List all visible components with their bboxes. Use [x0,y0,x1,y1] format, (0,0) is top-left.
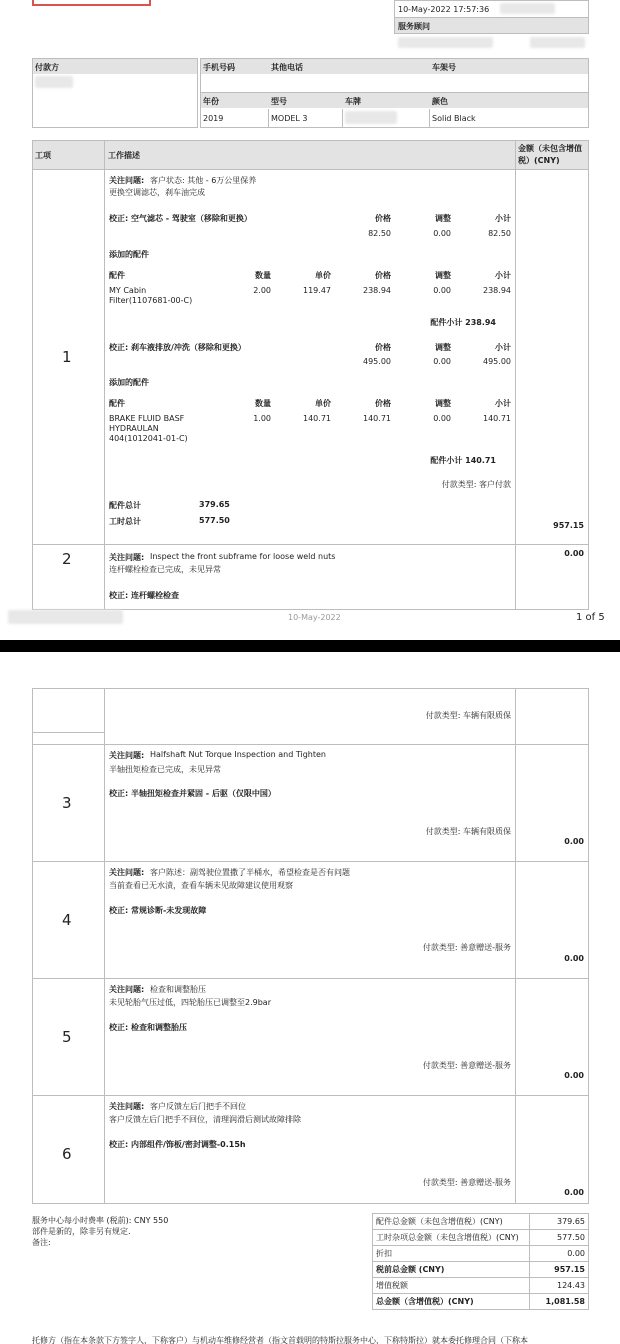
parts-total-value: 379.65 [199,500,230,509]
unit-price-label: 单价 [315,271,331,280]
part2-parts-subtotal: 配件小计 140.71 [430,456,496,465]
plate-label: 车牌 [345,97,361,106]
part2-name: BRAKE FLUID BASF [109,414,185,423]
redacted-block [8,610,123,624]
item-2-amount: 0.00 [564,549,584,558]
divider [268,109,269,128]
totals-row [373,1262,589,1278]
payment-type: 付款类型: 善意赠送-服务 [422,1178,511,1187]
phone-label: 手机号码 [203,63,235,72]
totals-value: 379.65 [530,1214,589,1230]
part1-name-cont: Filter(1107681-00-C) [109,296,193,305]
concern-text: 客户状态: 其他 - 6万公里保养 [150,176,257,185]
footer-date: 10-May-2022 [288,613,341,622]
advisor-label: 服务顾问 [398,22,430,31]
divider [515,688,516,1204]
corr1-adjust: 0.00 [433,229,451,238]
corr2-subtotal: 495.00 [483,357,511,366]
price-label: 价格 [375,271,391,280]
col-desc-label: 工作描述 [108,151,140,160]
concern-line2: 未见轮胎气压过低，四轮胎压已调整至2.9bar [109,998,271,1007]
corr1-subtotal: 82.50 [488,229,511,238]
concern-label: 关注问题: [109,176,145,185]
print-datetime: 10-May-2022 17:57:36 [398,5,490,14]
year-value: 2019 [203,114,224,123]
unit-price-label: 单价 [315,399,331,408]
concern-text: 客户陈述：副驾驶位置撒了半桶水，希望检查是否有问题 [150,868,350,877]
divider [32,978,589,979]
item-5-amount: 0.00 [564,1071,584,1080]
concern-text: Halfshaft Nut Torque Inspection and Tighten [150,750,326,759]
item-3-amount: 0.00 [564,837,584,846]
labor-total-label: 工时总计 [109,517,141,526]
part-label: 配件 [109,271,125,280]
adjust-label: 调整 [435,214,451,223]
concern-line2: 当前查看已无水渍，查看车辆未见故障建议使用观察 [109,881,293,890]
totals-value: 577.50 [530,1230,589,1246]
part2-subtotal: 140.71 [483,414,511,423]
part1-qty: 2.00 [253,286,271,295]
divider [342,109,343,128]
correction: 校正: 内部组件/饰板/密封调整-0.15h [109,1140,246,1149]
part2-price: 140.71 [363,414,391,423]
concern-line2: 客户反馈左后门把手不回位，清理润滑后测试故障排除 [109,1115,301,1124]
added-parts-label: 添加的配件 [109,250,149,259]
payment-type: 付款类型: 客户付款 [441,480,511,489]
correction-1: 校正: 空气滤芯 - 驾驶室（移除和更换） [109,214,252,223]
part2-name-cont: HYDRAULAN [109,424,159,433]
divider [32,732,104,733]
phone-header [201,59,588,74]
totals-row [373,1294,589,1310]
divider [32,861,589,862]
correction: 校正: 半轴扭矩检查并紧固 - 后驱（仅限中国） [109,789,276,798]
item-4-number: 4 [62,911,72,929]
divider [515,140,516,610]
price-label: 价格 [375,399,391,408]
remarks-label: 备注: [32,1238,51,1247]
totals-row [373,1278,589,1294]
totals-table [372,1213,589,1310]
part1-adjust: 0.00 [433,286,451,295]
correction: 校正: 常规诊断-未发现故障 [109,906,207,915]
concern-label: 关注问题: [109,1102,145,1111]
terms-text: 托修方（指在本条款下方签字人，下称客户）与机动车维修经营者（指文首载明的特斯拉服务中心，下称特斯拉）就本委托修理合同（下称本 [32,1336,528,1344]
color-value: Solid Black [432,114,476,123]
part1-price: 238.94 [363,286,391,295]
concern-line2: 连杆螺栓检查已完成，未见异常 [109,565,221,574]
part1-subtotal: 238.94 [483,286,511,295]
concern-line2: 更换空调滤芯，刹车油完成 [109,188,205,197]
adjust-label: 调整 [435,399,451,408]
divider [429,109,430,128]
item-6-amount: 0.00 [564,1188,584,1197]
price-label: 价格 [375,343,391,352]
redacted-block [530,37,585,48]
subtotal-label: 小计 [495,271,511,280]
concern-text: 检查和调整胎压 [150,985,206,994]
parts-total-label: 配件总计 [109,501,141,510]
item-1-number: 1 [62,348,72,366]
correction: 校正: 连杆螺栓检查 [109,591,179,600]
totals-value: 957.15 [530,1262,589,1278]
totals-value: 1,081.58 [530,1294,589,1310]
correction-2: 校正: 刹车液排放/冲洗（移除和更换） [109,343,246,352]
corr1-price: 82.50 [368,229,391,238]
part1-name: MY Cabin [109,286,147,295]
totals-value: 124.43 [530,1278,589,1294]
payer-label: 付款方 [35,63,59,72]
part2-unit: 140.71 [303,414,331,423]
totals-row [373,1230,589,1246]
invoice-page-2 [0,652,620,1344]
corr2-price: 495.00 [363,357,391,366]
vin-label: 车架号 [432,63,456,72]
totals-label: 增值税额 [373,1278,530,1294]
subtotal-label: 小计 [495,214,511,223]
totals-row [373,1214,589,1230]
divider [104,688,105,1204]
adjust-label: 调整 [435,343,451,352]
price-label: 价格 [375,214,391,223]
model-value: MODEL 3 [271,114,308,123]
labor-total-value: 577.50 [199,516,230,525]
work-table [32,140,589,610]
concern-label: 关注问题: [109,985,145,994]
item-3-number: 3 [62,794,72,812]
concern-text: Inspect the front subframe for loose weld nuts [150,552,336,561]
red-header-box [32,0,151,6]
item-6-number: 6 [62,1145,72,1163]
added-parts-label: 添加的配件 [109,378,149,387]
other-phone-label: 其他电话 [271,63,303,72]
redacted-block [398,37,493,48]
totals-label: 税前总金额 (CNY) [373,1262,530,1278]
totals-value: 0.00 [530,1246,589,1262]
concern-label: 关注问题: [109,751,145,760]
payment-type: 付款类型: 车辆有限质保 [425,827,511,836]
redacted-block [35,76,73,88]
redacted-block [500,3,555,14]
concern-label: 关注问题: [109,868,145,877]
item-1-amount: 957.15 [553,521,584,530]
color-label: 颜色 [432,97,448,106]
divider [32,544,589,545]
correction: 校正: 检查和调整胎压 [109,1023,187,1032]
totals-row [373,1246,589,1262]
col-amount-label: 金额（未包含增值税）(CNY) [518,144,582,165]
item-5-number: 5 [62,1028,72,1046]
parts-new-note: 部件是新的，除非另有规定. [32,1227,131,1236]
part2-name-cont2: 404(1012041-01-C) [109,434,188,443]
item-4-amount: 0.00 [564,954,584,963]
part2-qty: 1.00 [253,414,271,423]
concern-label: 关注问题: [109,553,145,562]
concern-text: 客户反馈左后门把手不回位 [150,1102,246,1111]
divider [32,169,589,170]
payment-type: 付款类型: 善意赠送-服务 [422,1061,511,1070]
divider [32,744,589,745]
invoice-page-1 [0,0,620,640]
divider [104,140,105,610]
payment-type: 付款类型: 善意赠送-服务 [422,943,511,952]
page-number: 1 of 5 [576,612,605,623]
redacted-block [345,111,397,124]
totals-label: 工时杂项总金额（未包含增值税）(CNY) [373,1230,530,1246]
year-label: 年份 [203,97,219,106]
corr2-adjust: 0.00 [433,357,451,366]
totals-label: 配件总金额（未包含增值税）(CNY) [373,1214,530,1230]
adjust-label: 调整 [435,271,451,280]
qty-label: 数量 [255,399,271,408]
subtotal-label: 小计 [495,343,511,352]
part2-adjust: 0.00 [433,414,451,423]
part-label: 配件 [109,399,125,408]
qty-label: 数量 [255,271,271,280]
totals-label: 折扣 [373,1246,530,1262]
item-2-number: 2 [62,550,72,568]
divider [32,1095,589,1096]
hourly-rate-note: 服务中心每小时费率 (税前): CNY 550 [32,1216,169,1225]
payment-type: 付款类型: 车辆有限质保 [425,711,511,720]
subtotal-label: 小计 [495,399,511,408]
col-item-label: 工项 [35,151,51,160]
model-label: 型号 [271,97,287,106]
vehicle-header [201,93,588,108]
part1-unit: 119.47 [303,286,331,295]
totals-label: 总金额（含增值税）(CNY) [373,1294,530,1310]
concern-line2: 半轴扭矩检查已完成，未见异常 [109,765,221,774]
part1-parts-subtotal: 配件小计 238.94 [430,318,496,327]
